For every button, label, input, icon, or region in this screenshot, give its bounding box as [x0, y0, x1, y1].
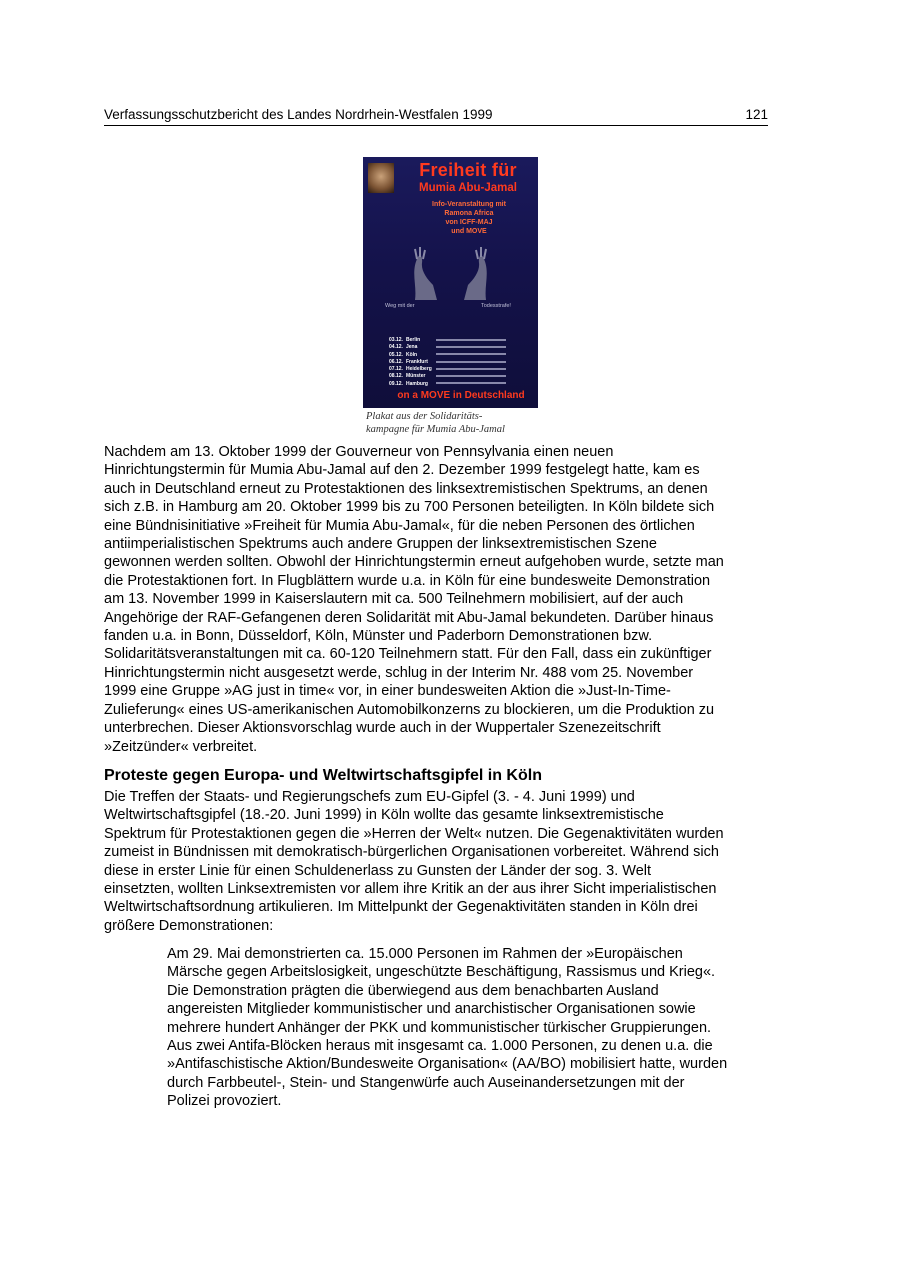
paragraph-gipfel [104, 788, 804, 935]
poster-info-line: und MOVE [451, 228, 487, 235]
text-line: Die Demonstration prägten die überwiegend aus dem benachbarten Ausland [167, 982, 659, 999]
poster-headline: Freiheit für [419, 160, 517, 180]
text-line: gewonnen werden sollten. Obwohl der Hinrichtungstermin erneut aufgehoben wurde, setzte man [104, 554, 724, 571]
text-line: auch in Deutschland erneut zu Protestaktionen des linksextremistischen Spektrums, an denen [104, 480, 708, 497]
text-line: Weltwirtschaftsordnung artikulieren. Im Mittelpunkt der Gegenaktivitäten standen in Köln drei [104, 899, 698, 916]
poster-info-line: Info-Veranstaltung mit [432, 201, 506, 208]
poster-bottom-slogan: on a MOVE in Deutschland [397, 390, 525, 401]
text-line: Hinrichtungstermin für Mumia Abu-Jamal auf den 2. Dezember 1999 festgelegt hatte, kam es [104, 462, 700, 479]
text-line: größere Demonstrationen: [104, 917, 274, 934]
text-line: Weltwirtschaftsgipfel (18.-20. Juni 1999) in Köln wollte das gesamte linksextremistische [104, 807, 664, 824]
poster-info-line: von ICFF-MAJ [445, 219, 493, 226]
text-line: unterbrechen. Dieser Aktionsvorschlag wurde auch in der Wuppertaler Szenezeitschrift [104, 720, 661, 737]
text-line: »Zeitzünder« verbreitet. [104, 738, 258, 755]
raised-hands-illustration [403, 245, 498, 300]
text-line: am 13. November 1999 in Kaiserslautern mit ca. 500 Teilnehmern mobilisiert, auf der auch [104, 591, 684, 608]
text-line: Märsche gegen Arbeitslosigkeit, ungeschützte Beschäftigung, Rassismus und Krieg«. [167, 964, 716, 981]
image-caption [366, 410, 541, 436]
text-line: 1999 eine Gruppe »AG just in time« vor, in einer bundesweiten Aktion die »Just-In-Time- [104, 683, 671, 700]
caption-line: kampagne für Mumia Abu-Jamal [366, 424, 505, 435]
text-line: durch Farbbeutel-, Stein- und Stangenwürfe auch Auseinandersetzungen mit der [167, 1074, 685, 1091]
poster-date-row: 05.12. Köln [389, 352, 529, 359]
poster-slogan-right: Todesstrafe! [481, 303, 511, 309]
poster-info [408, 200, 530, 236]
text-line: die Protestaktionen fort. In Flugblättern wurde u.a. in Köln für eine bundesweite Demonstration [104, 572, 711, 589]
page-number: 121 [745, 107, 768, 122]
text-line: einsetzten, wollten Linksextremisten vor allem ihre Kritik an der aus ihrer Sicht imperialistischen [104, 881, 717, 898]
text-line: Hinrichtungstermin nicht ausgesetzt werde, schlug in der Interim Nr. 488 vom 25. November [104, 664, 694, 681]
poster-info-line: Ramona Africa [444, 210, 494, 217]
text-line: Zulieferung« eines US-amerikanischen Automobilkonzerns zu blockieren, um die Produktion zu [104, 701, 715, 718]
text-line: angereisten Mitglieder kommunistischer und anarchistischer Organisationen sowie [167, 1001, 696, 1018]
text-line: sich z.B. in Hamburg am 20. Oktober 1999 bis zu 700 Personen beteiligten. In Köln bildete sich [104, 499, 715, 516]
text-line: diese in erster Linie für einen Schuldenerlass zu Gunsten der Länder der sog. 3. Welt [104, 862, 652, 879]
poster-subhead: Mumia Abu-Jamal [419, 182, 517, 194]
poster-date-row: 04.12. Jena [389, 344, 529, 351]
text-line: Solidaritätsveranstaltungen mit ca. 60-120 Teilnehmern statt. Für den Fall, dass ein zukünftiger [104, 646, 712, 663]
text-line: Am 29. Mai demonstrierten ca. 15.000 Personen im Rahmen der »Europäischen [167, 946, 683, 962]
running-header [104, 107, 768, 126]
paragraph-demonstration-indented [167, 945, 867, 1111]
poster-date-row: 09.12. Hamburg [389, 381, 529, 388]
text-line: Nachdem am 13. Oktober 1999 der Gouverneur von Pennsylvania einen neuen [104, 444, 614, 460]
text-line: Die Treffen der Staats- und Regierungschefs zum EU-Gipfel (3. - 4. Juni 1999) und [104, 789, 635, 805]
header-title: Verfassungsschutzbericht des Landes Nordrhein-Westfalen 1999 [104, 107, 493, 122]
poster-date-row: 06.12. Frankfurt [389, 359, 529, 366]
text-line: fanden u.a. in Bonn, Düsseldorf, Köln, Münster und Paderborn Demonstrationen bzw. [104, 628, 653, 645]
portrait-photo [368, 163, 394, 193]
paragraph-mumia [104, 443, 804, 756]
text-line: antiimperialistischen Spektrums auch andere Gruppen der linksextremistischen Szene [104, 536, 657, 553]
text-line: »Antifaschistische Aktion/Bundesweite Organisation« (AA/BO) mobilisiert hatte, wurden [167, 1056, 728, 1073]
text-line: Spektrum für Protestaktionen gegen die »Herren der Welt« nutzen. Die Gegenaktivitäten wurden [104, 825, 724, 842]
poster-date-row: 07.12. Heidelberg [389, 366, 529, 373]
text-line: mehrere hundert Anhänger der PKK und kommunistischer türkischer Gruppierungen. [167, 1019, 712, 1036]
solidarity-poster-image [363, 157, 538, 408]
caption-line: Plakat aus der Solidaritäts- [366, 411, 483, 422]
poster-date-row: 08.12. Münster [389, 373, 529, 380]
poster-dates-list [389, 337, 529, 388]
section-heading: Proteste gegen Europa- und Weltwirtschaftsgipfel in Köln [104, 767, 542, 784]
text-line: zumeist in Bündnissen mit demokratisch-bürgerlichen Organisationen vorbereitet. Während sich [104, 844, 719, 861]
text-line: Polizei provoziert. [167, 1093, 282, 1110]
text-line: eine Bündnisinitiative »Freiheit für Mumia Abu-Jamal«, für die neben Personen des örtlichen [104, 517, 695, 534]
text-line: Aus zwei Antifa-Blöcken heraus mit insgesamt ca. 1.000 Personen, zu denen u.a. die [167, 1038, 713, 1055]
poster-slogan-left: Weg mit der [385, 303, 415, 309]
text-line: Angehörige der RAF-Gefangenen deren Solidarität mit Abu-Jamal bekundeten. Darüber hinaus [104, 609, 714, 626]
poster-date-row: 03.12. Berlin [389, 337, 529, 344]
